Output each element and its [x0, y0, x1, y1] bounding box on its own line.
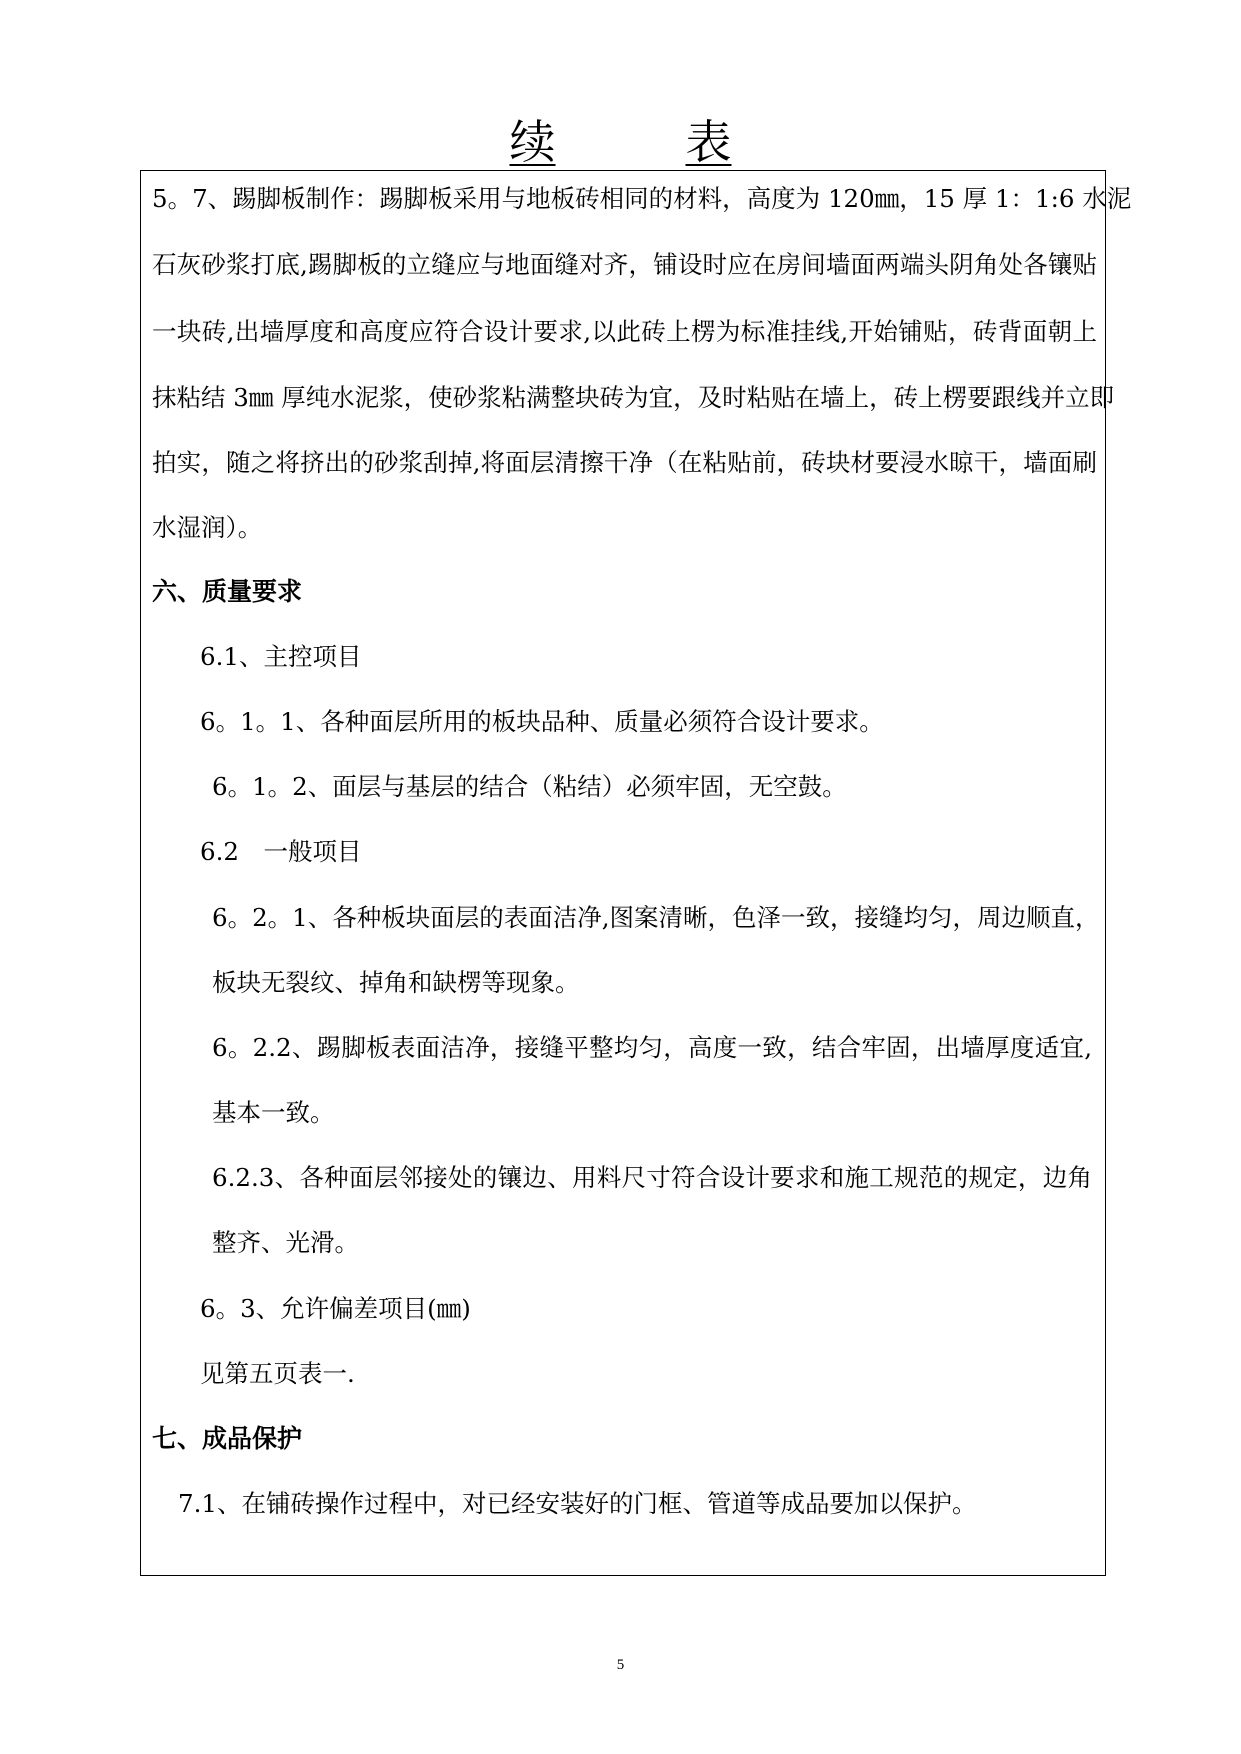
item-6-2-1-line-1: 6。2。1、各种板块面层的表面洁净,图案清晰，色泽一致，接缝均匀，周边顺直， [212, 903, 1100, 932]
paragraph-5-7-line-4: 抹粘结 3㎜ 厚纯水泥浆，使砂浆粘满整块砖为宜，及时粘贴在墙上，砖上楞要跟线并立即 [152, 383, 1115, 412]
paragraph-5-7-line-2: 石灰砂浆打底,踢脚板的立缝应与地面缝对齐，铺设时应在房间墙面两端头阴角处各镶贴 [152, 250, 1097, 279]
item-6-2-2-line-1: 6。2.2、踢脚板表面洁净，接缝平整均匀，高度一致，结合牢固，出墙厚度适宜, [212, 1033, 1092, 1062]
item-6-2-3-line-2: 整齐、光滑。 [212, 1228, 359, 1257]
item-6-2-2-line-2: 基本一致。 [212, 1098, 335, 1127]
paragraph-5-7-line-5: 拍实，随之将挤出的砂浆刮掉,将面层清擦干净（在粘贴前，砖块材要浸水晾干，墙面刷 [152, 448, 1097, 477]
paragraph-5-7-line-3: 一块砖,出墙厚度和高度应符合设计要求,以此砖上楞为标准挂线,开始铺贴，砖背面朝上 [152, 317, 1097, 346]
section-7-heading: 七、成品保护 [152, 1424, 303, 1453]
item-6-3: 6。3、允许偏差项目(㎜) [200, 1294, 471, 1323]
title-char-left: 续 [509, 115, 556, 169]
section-6-heading: 六、质量要求 [152, 577, 303, 606]
item-6-3-note: 见第五页表一. [200, 1359, 355, 1388]
item-6-1-1: 6。1。1、各种面层所用的板块品种、质量必须符合设计要求。 [200, 707, 884, 736]
page-title [0, 112, 1241, 172]
paragraph-5-7-line-1: 5。7、踢脚板制作：踢脚板采用与地板砖相同的材料，高度为 120㎜，15 厚 1：1:6 水泥 [152, 184, 1132, 213]
item-6-1-2: 6。1。2、面层与基层的结合（粘结）必须牢固，无空鼓。 [212, 772, 847, 801]
item-7-1: 7.1、在铺砖操作过程中，对已经安装好的门框、管道等成品要加以保护。 [178, 1489, 977, 1518]
item-6-1: 6.1、主控项目 [200, 642, 362, 671]
item-6-2: 6.2 一般项目 [200, 837, 362, 866]
paragraph-5-7-line-6: 水湿润）。 [152, 513, 263, 542]
page-number: 5 [616, 1657, 625, 1673]
title-char-right: 表 [685, 115, 732, 169]
item-6-2-3-line-1: 6.2.3、各种面层邻接处的镶边、用料尺寸符合设计要求和施工规范的规定，边角 [212, 1163, 1092, 1192]
item-6-2-1-line-2: 板块无裂纹、掉角和缺楞等现象。 [212, 968, 580, 997]
